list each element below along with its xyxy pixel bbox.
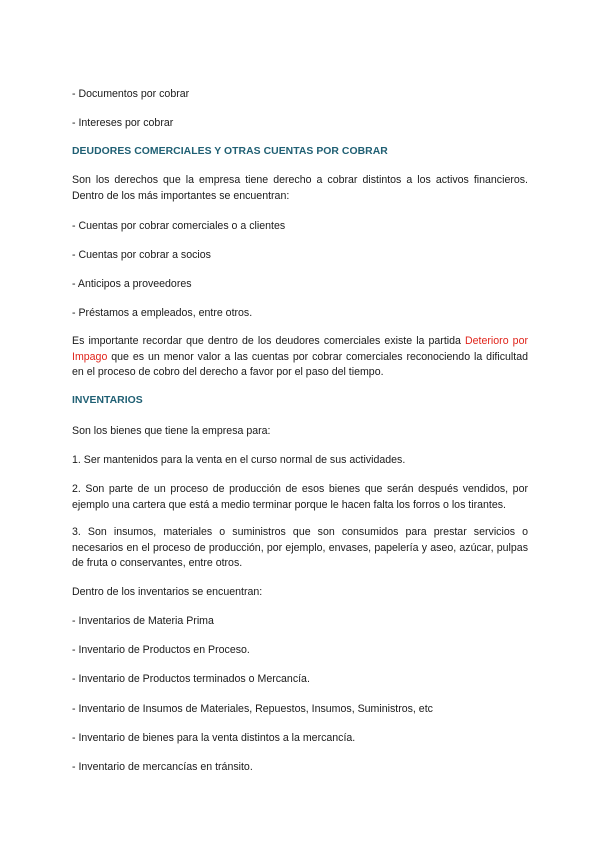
list-item-productos-proceso: - Inventario de Productos en Proceso. [72,644,250,656]
list-item-prestamos: - Préstamos a empleados, entre otros. [72,307,253,319]
deterioro-note-paragraph [72,334,528,381]
inventarios-point-2: 2. Son parte de un proceso de producción de esos bienes que serán después vendidos, por ejemplo una cartera que está a medio terminar porque le hacen falta los forros o los tirantes. [72,483,528,511]
list-item-documentos: - Documentos por cobrar [72,88,190,100]
inventarios-point-3: 3. Son insumos, materiales o suministros que son consumidos para prestar servicios o necesarios en el proceso de producción, por ejemplo, envases, papelería y aseo, azúcar, pulpas de fruta o conservantes, entre otros. [72,526,528,569]
list-item-cuentas-clientes: - Cuentas por cobrar comerciales o a clientes [72,220,286,232]
list-item-mercancias-transito: - Inventario de mercancías en tránsito. [72,761,253,773]
list-item-bienes-venta: - Inventario de bienes para la venta distintos a la mercancía. [72,732,356,744]
note-text-before: Es importante recordar que dentro de los deudores comerciales existe la partida [72,335,466,347]
section-heading-inventarios: INVENTARIOS [72,395,143,406]
inventarios-list-intro: Dentro de los inventarios se encuentran: [72,586,263,598]
list-item-intereses: - Intereses por cobrar [72,117,174,129]
list-item-insumos: - Inventario de Insumos de Materiales, Repuestos, Insumos, Suministros, etc [72,703,433,715]
list-item-cuentas-socios: - Cuentas por cobrar a socios [72,249,211,261]
deudores-intro-paragraph: Son los derechos que la empresa tiene derecho a cobrar distintos a los activos financieros. Dentro de los más importantes se encuentran: [72,174,528,202]
section-heading-deudores: DEUDORES COMERCIALES Y OTRAS CUENTAS POR COBRAR [72,146,388,157]
note-text-after: que es un menor valor a las cuentas por cobrar comerciales reconociendo la dificultad en el proceso de cobro del derecho a favor por el paso del tiempo. [72,350,528,378]
deterioro-highlight: Deterioro por Impago [72,335,528,363]
inventarios-intro: Son los bienes que tiene la empresa para: [72,425,271,437]
inventarios-point-1: 1. Ser mantenidos para la venta en el curso normal de sus actividades. [72,454,406,466]
list-item-productos-terminados: - Inventario de Productos terminados o Mercancía. [72,673,310,685]
list-item-anticipos: - Anticipos a proveedores [72,278,192,290]
list-item-materia-prima: - Inventarios de Materia Prima [72,615,214,627]
